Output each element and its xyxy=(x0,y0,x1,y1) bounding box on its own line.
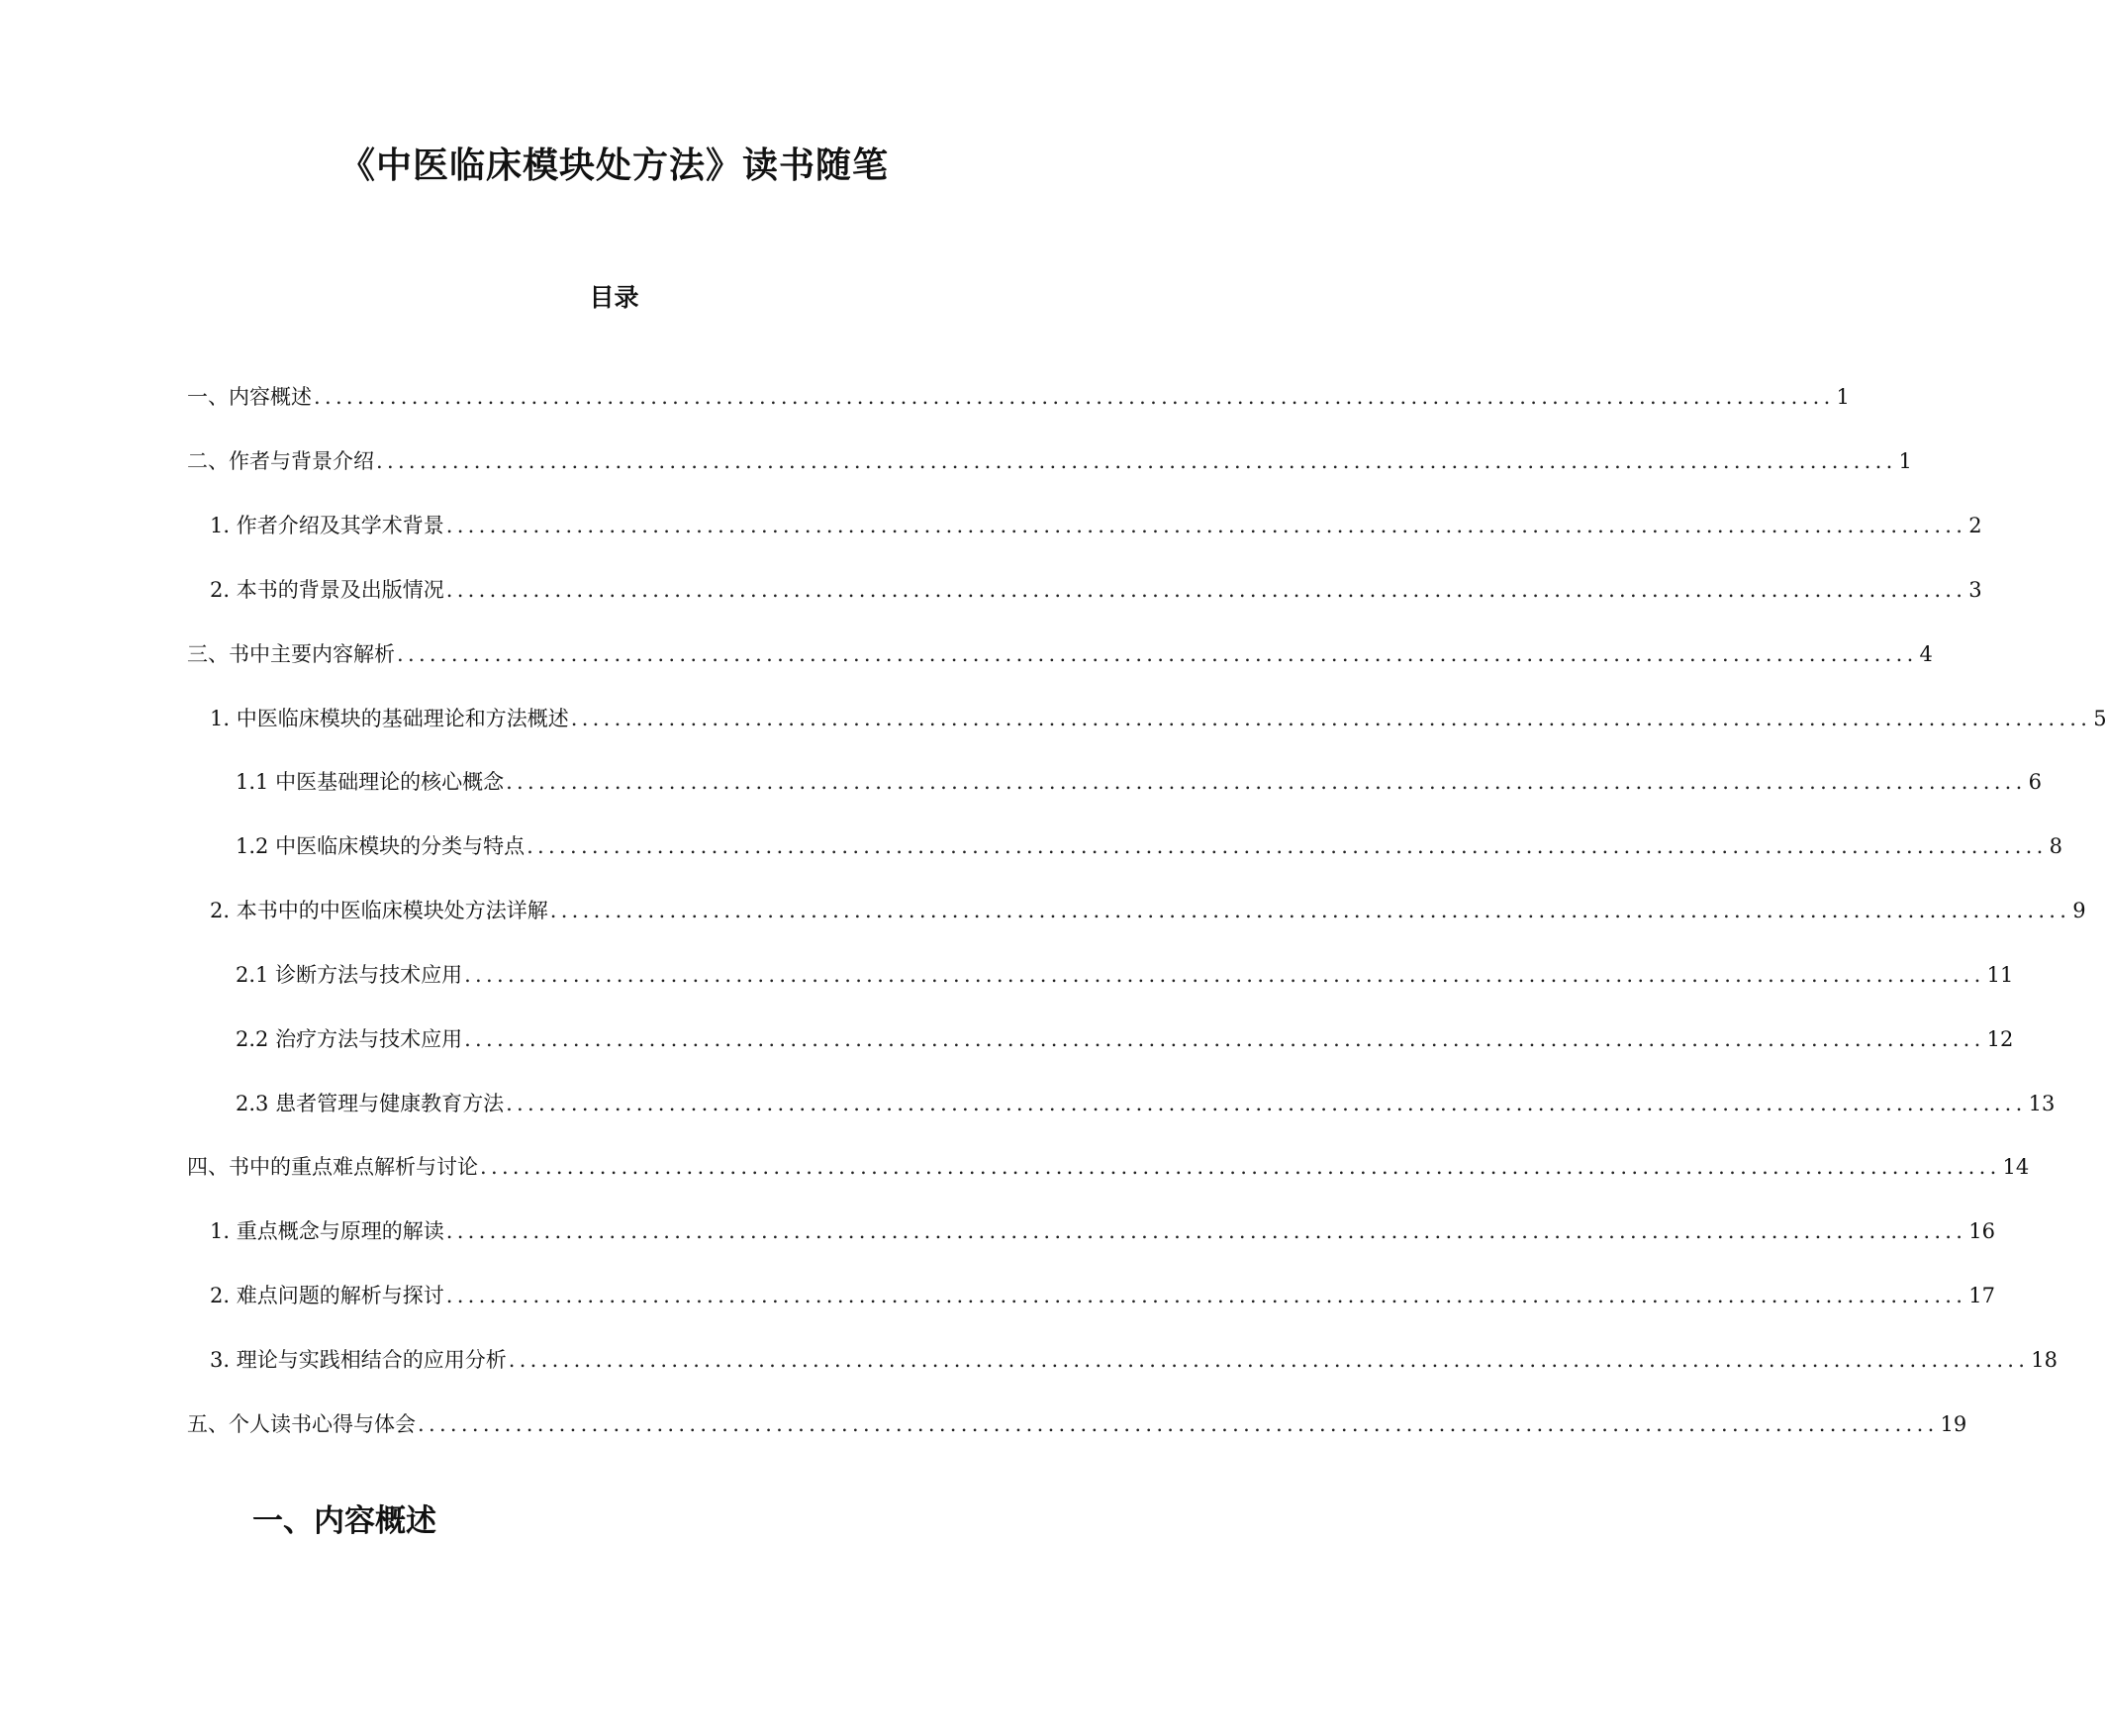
toc-page-number: 14 xyxy=(2002,1155,2030,1179)
toc-dot-leader: ............................................................................................................................................ xyxy=(508,1348,2030,1372)
toc-entry[interactable] xyxy=(187,446,1912,476)
toc-entry[interactable] xyxy=(210,1281,1995,1310)
document-title: 《中医临床模块处方法》读书随笔 xyxy=(338,145,889,186)
toc-dot-leader: ............................................................................................................................................ xyxy=(464,1027,1985,1051)
section-heading: 一、内容概述 xyxy=(252,1503,436,1539)
toc-dot-leader: ............................................................................................................................................ xyxy=(418,1412,1939,1436)
toc-page-number: 2 xyxy=(1968,514,1982,537)
toc-page-number: 12 xyxy=(1986,1027,2014,1051)
toc-entry-text: 五、个人读书心得与体会 xyxy=(187,1412,416,1436)
toc-page-number: 17 xyxy=(1968,1284,1995,1307)
toc-page-number: 9 xyxy=(2072,899,2086,922)
toc-entry[interactable] xyxy=(210,704,2107,733)
toc-dot-leader: ............................................................................................................................................ xyxy=(506,1092,2027,1115)
toc-page-number: 4 xyxy=(1919,642,1933,666)
toc-page-number: 18 xyxy=(2031,1348,2058,1372)
toc-dot-leader: ............................................................................................................................................ xyxy=(480,1155,2001,1179)
toc-entry-text: 三、书中主要内容解析 xyxy=(187,642,395,666)
toc-entry-text: 1. 重点概念与原理的解读 xyxy=(210,1219,444,1243)
toc-entry[interactable] xyxy=(187,382,1850,412)
toc-entry-text: 一、内容概述 xyxy=(187,385,312,409)
toc-entry-text: 2.1 诊断方法与技术应用 xyxy=(236,963,463,987)
toc-entry-text: 1. 中医临床模块的基础理论和方法概述 xyxy=(210,707,569,730)
toc-entry[interactable] xyxy=(187,1409,1967,1439)
toc-dot-leader: ............................................................................................................................................ xyxy=(464,963,1985,987)
toc-entry-text: 四、书中的重点难点解析与讨论 xyxy=(187,1155,478,1179)
toc-heading: 目录 xyxy=(589,283,639,312)
toc-dot-leader: ............................................................................................................................................ xyxy=(506,770,2027,794)
toc-dot-leader: ............................................................................................................................................ xyxy=(527,834,2048,858)
toc-entry-text: 2. 本书中的中医临床模块处方法详解 xyxy=(210,899,548,922)
toc-entry[interactable] xyxy=(236,960,2014,990)
toc-dot-leader: ............................................................................................................................................ xyxy=(570,707,2092,730)
toc-dot-leader: ............................................................................................................................................ xyxy=(314,385,1835,409)
toc-entry-text: 1. 作者介绍及其学术背景 xyxy=(210,514,444,537)
toc-page-number: 8 xyxy=(2049,834,2062,858)
toc-entry[interactable] xyxy=(210,896,2086,925)
toc-dot-leader: ............................................................................................................................................ xyxy=(549,899,2071,922)
toc-entry-text: 2. 难点问题的解析与探讨 xyxy=(210,1284,444,1307)
toc-entry-text: 2. 本书的背景及出版情况 xyxy=(210,578,444,602)
toc-entry[interactable] xyxy=(210,1216,1995,1246)
toc-page-number: 1 xyxy=(1836,385,1850,409)
toc-entry-text: 2.2 治疗方法与技术应用 xyxy=(236,1027,463,1051)
toc-page-number: 11 xyxy=(1986,963,2014,987)
toc-entry-text: 1.2 中医临床模块的分类与特点 xyxy=(236,834,526,858)
toc-dot-leader: ............................................................................................................................................ xyxy=(445,578,1967,602)
toc-entry[interactable] xyxy=(210,511,1982,540)
toc-entry-text: 2.3 患者管理与健康教育方法 xyxy=(236,1092,505,1115)
toc-entry[interactable] xyxy=(236,767,2042,797)
toc-dot-leader: ............................................................................................................................................ xyxy=(397,642,1918,666)
toc-page-number: 19 xyxy=(1940,1412,1967,1436)
toc-entry[interactable] xyxy=(210,1345,2058,1375)
toc-dot-leader: ............................................................................................................................................ xyxy=(445,1219,1967,1243)
toc-entry[interactable] xyxy=(210,575,1982,605)
toc-entry[interactable] xyxy=(236,1024,2014,1054)
toc-dot-leader: ............................................................................................................................................ xyxy=(445,514,1967,537)
toc-entry-text: 二、作者与背景介绍 xyxy=(187,449,374,473)
toc-page-number: 5 xyxy=(2093,707,2107,730)
toc-dot-leader: ............................................................................................................................................ xyxy=(376,449,1897,473)
toc-page-number: 1 xyxy=(1898,449,1912,473)
toc-entry[interactable] xyxy=(236,831,2062,861)
toc-page-number: 3 xyxy=(1968,578,1982,602)
toc-entry-text: 3. 理论与实践相结合的应用分析 xyxy=(210,1348,507,1372)
toc-entry[interactable] xyxy=(236,1089,2056,1118)
toc-page-number: 6 xyxy=(2028,770,2042,794)
toc-page-number: 16 xyxy=(1968,1219,1995,1243)
toc-dot-leader: ............................................................................................................................................ xyxy=(445,1284,1967,1307)
toc-page-number: 13 xyxy=(2028,1092,2056,1115)
toc-entry-text: 1.1 中医基础理论的核心概念 xyxy=(236,770,505,794)
toc-entry[interactable] xyxy=(187,639,1933,669)
toc-entry[interactable] xyxy=(187,1152,2030,1182)
